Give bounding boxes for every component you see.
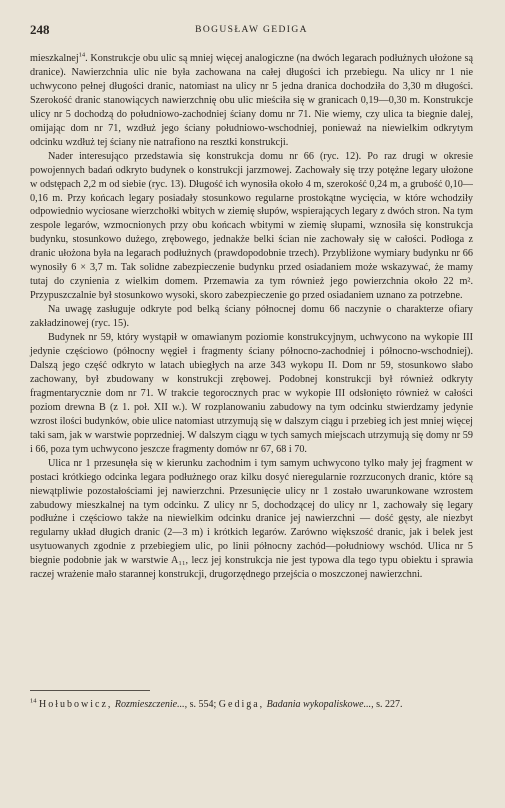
paragraph: Ulica nr 1 przesunęła się w kierunku zachodnim i tym samym uchwycono tylko mały jej fragment w postaci krótkiego odcinka legara podłużnego oraz kilku dosyć nieregularnie rozrzuconych dranic, które są niewątpliwie pozostałościami jej nawierzchni. Przesunięcie ulicy nr 1 zostało uwarunkowane wzrostem zabudowy mieszkalnej na tym odcinku. Z ulicy nr 5, dochodzącej do ulicy nr 1, zachowały się legary podłużne i częściowo także na niewielkim odcinku dranice jej nawierzchni — dość gęsty, ale niezbyt regularny układ długich dranic (2—3 m) i krótkich legarów. Zarówno większość dranic, jak i belek jest usytuowanych zgodnie z przebiegiem ulic, po linii północny zachód—południowy wschód. Ulica nr 5 biegnie podobnie jak w warstwie A₁₁, lecz jej konstrukcja nie jest typowa dla tego typu obiektu i sprawia raczej wrażenie mało starannej konstrukcji, drugorzędnego przejścia o moszczonej nawierzchni. [30,457,473,581]
paragraph: Na uwagę zasługuje odkryte pod belką ściany północnej domu 66 naczynie o charakterze ofiary zakładzinowej (ryc. 15). [30,304,473,330]
footnote-pages: s. 227. [376,699,403,710]
page-number: 248 [30,22,50,37]
footnote-divider [30,690,150,691]
paragraph: Nader interesująco przedstawia się konstrukcja domu nr 66 (ryc. 12). Po raz drugi w okresie powojennych badań odkryto budynek o konstrukcji jarzmowej. Zachowały się trzy potężne legary ułożone w odstępach 2,2 m od siebie (ryc. 13). Długość ich wynosiła około 4 m, szerokość 0,24 m, a grubość 0,10—0,16 m. Przy końcach legary posiadały stosunkowo regularne prostokątne wycięcia, w które wchodziły odpowiednio wyciosane wierzchołki wbitych w ziemię słupów, wspierających legary z dwóch stron. Na tym zespole legarów, wzmocnionych przy obu końcach wbitymi w ziemię słupami, wznosiła się konstrukcja budynku, stosunkowo dużego, zrębowego, jednakże belki ścian nie zachowały się w całości. Podłoga z dranic ułożona była na legarach podłużnych (prawdopodobnie trzech). Przybliżone wymiary budynku nr 66 wynosiły 6 × 3,7 m. Tak solidne zabezpieczenie budynku przed osiadaniem może wskazywać, że mamy tutaj do czynienia z wielkim domem. Przemawia za tym również jego powierzchnia około 22 m². Przypuszczalnie był stosunkowo wysoki, skoro zabezpieczenie go przed osiadaniem uznano za potrzebne. [30,150,473,302]
paragraph [30,52,473,150]
footnote-number: 14 [30,697,37,705]
paragraph-text: mieszkalnej [30,53,79,64]
page-header [30,22,473,38]
footnote [30,698,473,712]
footnote-author: Gediga, [218,699,265,710]
footnote-title: Rozmieszczenie..., [114,699,188,710]
paragraph: Budynek nr 59, który wystąpił w omawianym poziomie konstrukcyjnym, uchwycono na wykopie III jedynie częściowo (północny węgieł i fragmenty ściany północno-zachodniej i północno-wschodniej). Dalszą jego część odkryto w latach ubiegłych na arze 343 wykopu II. Dom nr 59, stosunkowo słabo zachowany, był zbudowany w konstrukcji zrębowej. Podobnej konstrukcji był również odkryty fragmentarycznie dom nr 71. W trakcie tegorocznych prac w wykopie III odsłonięto również w całości poziom drewna B (z 1. poł. XII w.). W rozplanowaniu zabudowy na tym odcinku stwierdzamy jedynie wzrost ilości budynków, obie ulice natomiast utrzymują się w dalszym ciągu i przebieg ich jest mniej więcej taki sam, jak w warstwie poprzedniej. W dalszym ciągu w tych samych miejscach utrzymują się domy nr 59 i 66, poza tym uchwycono jeszcze fragmenty domów nr 67, 68 i 70. [30,332,473,455]
footnote-title: Badania wykopaliskowe..., [266,699,374,710]
body-text [30,52,473,582]
footnote-ref: 14 [78,51,86,59]
footnote-author: Hołubowicz, [39,699,113,710]
running-head: BOGUSŁAW GEDIGA [195,25,308,35]
paragraph-text: . Konstrukcje obu ulic są mniej więcej analogiczne (na dwóch legarach podłużnych ułożone są dranice). Nawierzchnia ulic nie była zachowana na całej długości ich przebiegu. Na ulicy nr 1 nie uchwycono pełnej długości dranic, natomiast na ulicy nr 5 jedna dranica dochodziła do 3,30 m długości. Szerokość dranic stanowiących nawierzchnię obu ulic mieściła się w granicach 0,19—0,30 m. Konstrukcje ulicy nr 5 dochodzą do południowo-zachodniej ściany domu nr 71. Nie wiemy, czy ulica ta biegnie dalej, omijając dom nr 71, wzdłuż jego ściany południowo-wschodniej, ponieważ na niewielkim odkrytym odcinku wzdłuż tej ściany nie natrafiono na resztki konstrukcji. [30,53,473,148]
footnote-pages: s. 554; [189,699,217,710]
